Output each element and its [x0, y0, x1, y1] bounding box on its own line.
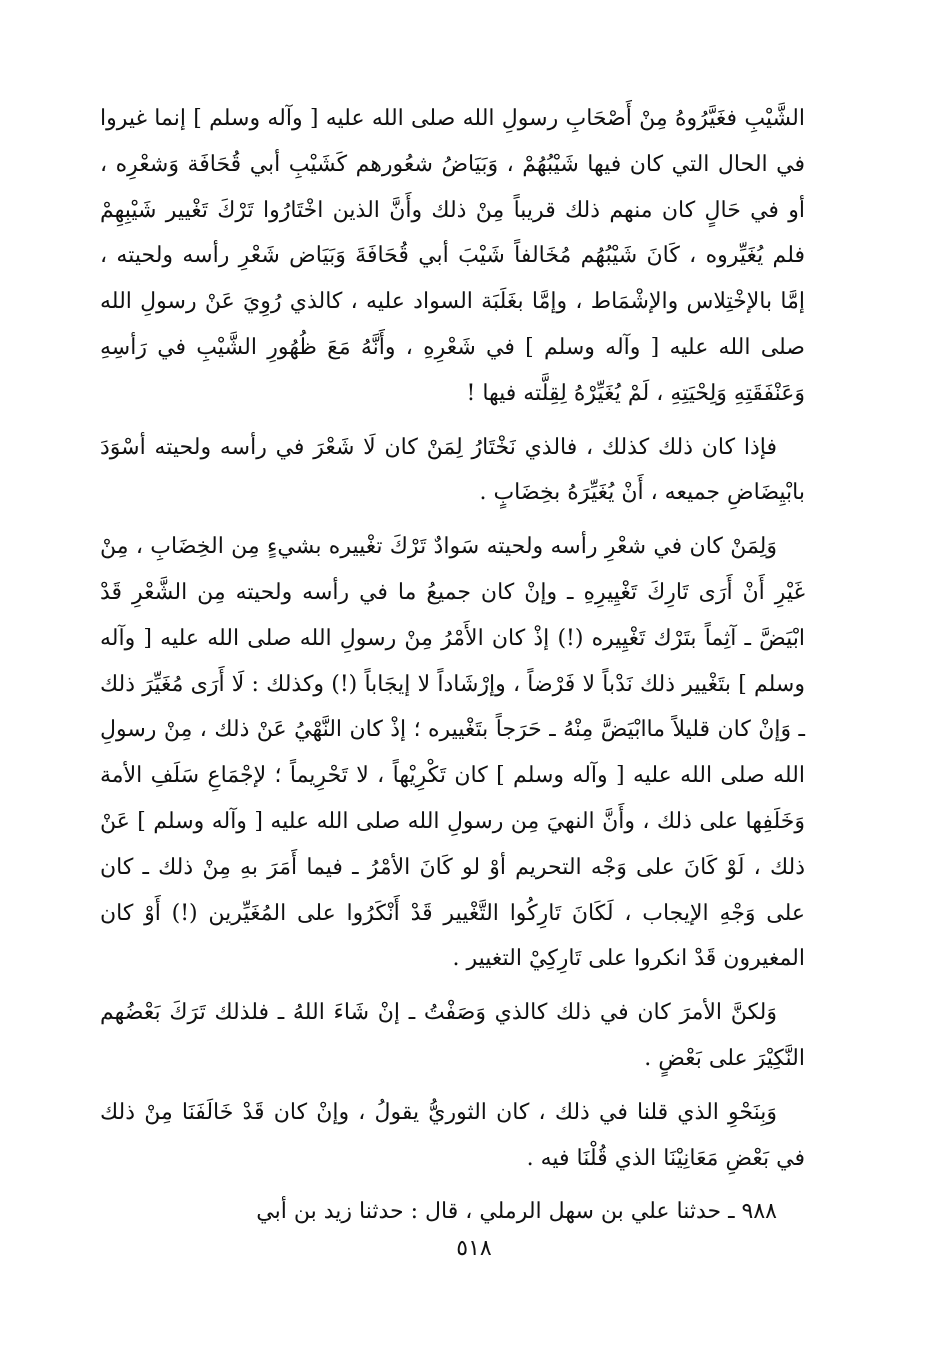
page-number: ٥١٨: [456, 1236, 492, 1261]
paragraph-4: وَلكنَّ الأمرَ كان في ذلك كالذي وَصَفْتُ ـ إنْ شَاءَ اللهُ ـ فلذلك تَرَكَ بَعْضُهم النَّكِيْرَ على بَعْضٍ .: [100, 1000, 805, 1071]
paragraph-2: فإذا كان ذلك كذلك ، فالذي نَخْتَارُ لِمَنْ كان لَا شَعْرَ في رأسه ولحيته أسْوَدَ بابْيِضَاضِ جميعه ، أَنْ يُغَيِّرَهُ بخِضَابٍ .: [100, 434, 805, 506]
paragraph-5: وَبِنَحْوِ الذي قلنا في ذلك ، كان الثوريُّ يقولُ ، وإنْ كان قَدْ خَالَفَنَا مِنْ ذلك في بَعْضِ مَعَانِيْنَا الذي قُلْنَا فيه .: [100, 1099, 805, 1171]
hadith-line: ٩٨٨ ـ حدثنا علي بن سهل الرملي ، قال : حدثنا زيد بن أبي: [256, 1199, 777, 1225]
paragraph-1: الشَّيْبِ فغَيَّرُوهُ مِنْ أَصْحَابِ رسولِ الله صلى الله عليه [ وآله وسلم ] إنما غيروا في الحال التي كان فيها شَيْبُهُمْ ، وَبَيَاضُ شعُورهم كَشَيْبِ أبي قُحَافَة وَشعْرِه ، أو في حَالٍ كان منهم ذلك قريباً مِنْ ذلك وأَنَّ الذين اخْتَارُوا تَرْكَ تَغْيير شَيْبِهِمْ فلم يُغَيِّروه ، كَانَ شَيْبُهُم مُخَالفاً شَيْبَ أبي قُحَافَةَ وَبَيَاض شَعْرِ رأسه ولحيته ، إمَّا بالإخْتِلاس والإشْمَاط ، وإمَّا بغَلَبَة السواد عليه ، كالذي رُوِيَ عَنْ رسولِ الله صلى الله عليه [ وآله وسلم ] في شَعْرِهِ ، وأَنَّهُ مَعَ ظُهُورِ الشَّيْبِ في رَأسِهِ وَعَنْفَقَتِهِ وَلِحْيَتِهِ ، لَمْ يُغَيِّرْهُ لِقِلَّته فيها !: [100, 106, 805, 406]
paragraph-3: وَلِمَنْ كان في شعْرِ رأسه ولحيته سَوادٌ تَرْكَ تغْييره بشيءٍ مِن الخِضَابِ ، مِنْ غَيْرِ أَنْ أَرَى تَارِكَ تَغْيِيرِهِ ـ وإنْ كان جميعُ ما في رأسه ولحيته مِن الشَّعْرِ قَدْ ابْيَضَّ ـ آثِماً بتَرْك تَغْيِيره (!) إذْ كان الأَمْرُ مِنْ رسولِ الله صلى الله عليه [ وآله وسلم ] بتَغْيير ذلك نَدْباً لا فَرْضاً ، وإرْشَاداً لا إيجَاباً (!) وكذلك : لَا أَرَى مُغَيِّرَ ذلك ـ وَإنْ كان قليلاً ماابْيَضَّ مِنْهُ ـ حَرَجاً بتَغْييره ؛ إذْ كان النَّهْيُ عَنْ ذلك ، مِنْ رسولِ الله صلى الله عليه [ وآله وسلم ] كان تَكْرِيْهاً ، لا تَحْرِيماً ؛ لإجْمَاعِ سَلَفِ الأمة وَخَلَفِها على ذلك ، وأَنَّ النهيَ مِن رسولِ الله صلى الله عليه [ وآله وسلم ] عَنْ ذلك ، لَوْ كَانَ على وَجْه التحريم أوْ لو كَانَ الأمْرُ ـ فيما أَمَرَ بهِ مِنْ ذلك ـ كان على وَجْهِ الإيجاب ، لَكَانَ تَارِكُوا التَّغْيير قَدْ أَنْكَرُوا على المُغَيِّرين (!) أَوْ كان المغيرون قَدْ انكروا على تَارِكِيْ التغيير .: [100, 534, 805, 972]
page-body-text: [100, 96, 805, 1235]
